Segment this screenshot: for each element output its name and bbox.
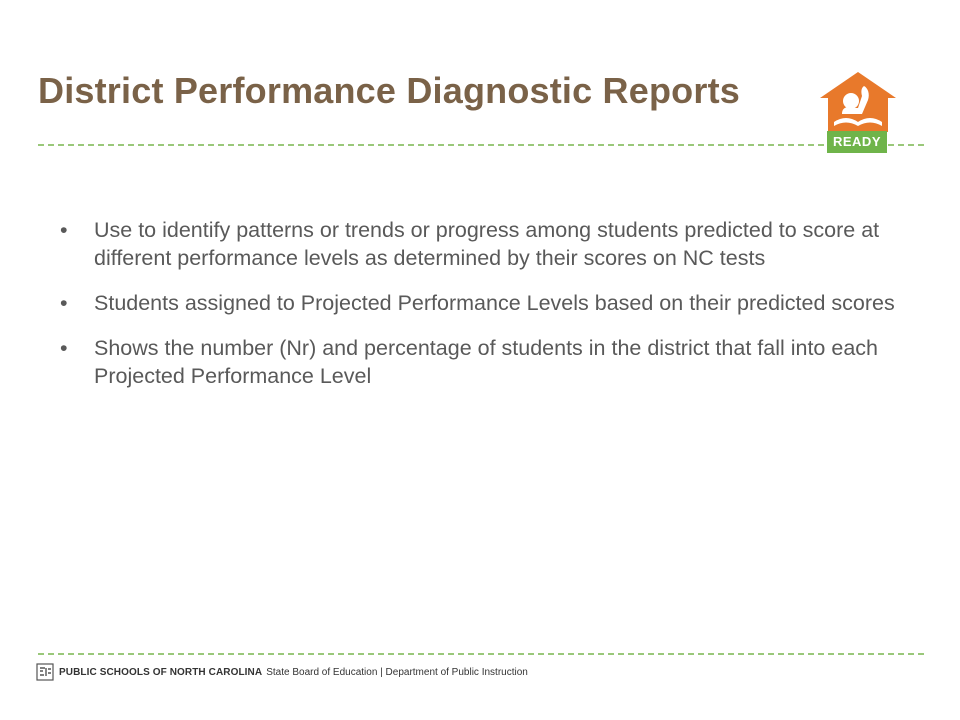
ready-badge: READY (827, 131, 887, 153)
slide-title: District Performance Diagnostic Reports (38, 70, 740, 111)
list-item (60, 289, 910, 317)
footer-org-name: PUBLIC SCHOOLS OF NORTH CAROLINA (59, 666, 263, 678)
bullet-text: Use to identify patterns or trends or progress among students predicted to score at different performance levels as determined by their scores on NC tests (94, 218, 880, 270)
list-item (60, 334, 910, 390)
footer-department: State Board of Education | Department of Public Instruction (266, 666, 528, 678)
bullet-text: Students assigned to Projected Performance Levels based on their predicted scores (94, 291, 895, 315)
bullet-list (60, 216, 910, 407)
top-divider (38, 144, 924, 146)
bullet-text: Shows the number (Nr) and percentage of students in the district that fall into each Projected Performance Level (94, 336, 878, 388)
footer (36, 663, 528, 681)
bottom-divider (38, 653, 924, 655)
bullet-marker: • (60, 291, 68, 315)
list-item (60, 216, 910, 272)
bullet-marker: • (60, 336, 68, 360)
state-seal-icon (36, 663, 54, 681)
bullet-marker: • (60, 218, 68, 242)
